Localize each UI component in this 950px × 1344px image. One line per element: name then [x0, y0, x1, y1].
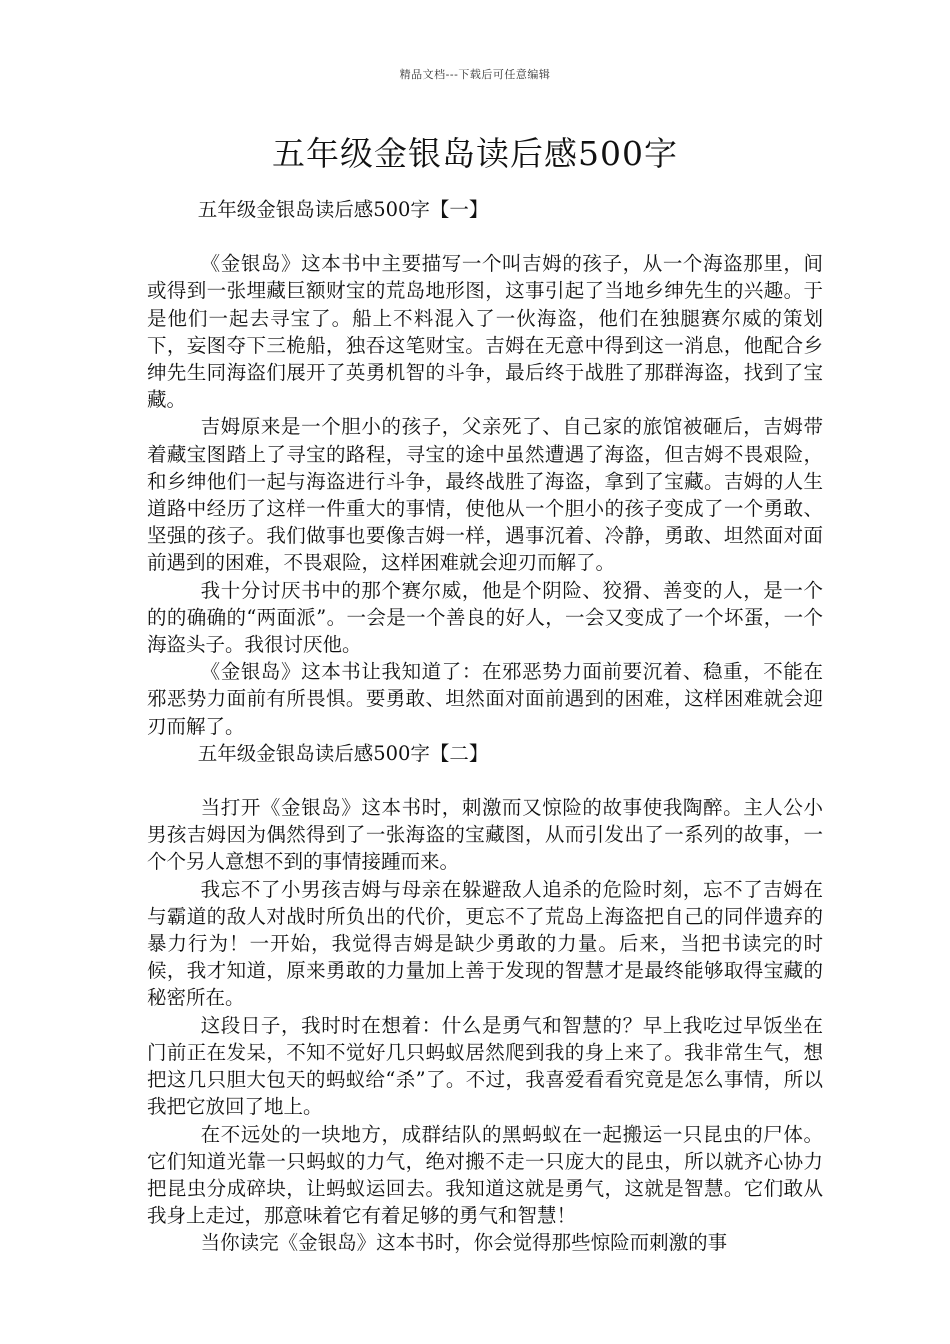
paragraph: 吉姆原来是一个胆小的孩子，父亲死了、自己家的旅馆被砸后，吉姆带着藏宝图踏上了寻宝的路程，寻宝的途中虽然遭遇了海盗，但吉姆不畏艰险，和乡绅他们一起与海盗进行斗争，最终战胜了海盗，拿到了宝藏。吉姆的人生道路中经历了这样一件重大的事情，使他从一个胆小的孩子变成了一个勇敢、坚强的孩子。我们做事也要像吉姆一样，遇事沉着、冷静，勇敢、坦然面对面前遇到的困难，不畏艰险，这样困难就会迎刃而解了。 [147, 415, 823, 575]
paragraph: 我十分讨厌书中的那个赛尔威，他是个阴险、狡猾、善变的人，是一个的的确确的“两面派”。一会是一个善良的好人，一会又变成了一个坏蛋，一个海盗头子。我很讨厌他。 [147, 578, 823, 657]
header-note: 精品文档---下载后可任意编辑 [399, 68, 551, 81]
document-body [147, 196, 823, 1257]
section-heading-1: 五年级金银岛读后感500字【一】 [197, 198, 489, 221]
paragraph: 当你读完《金银岛》这本书时，你会觉得那些惊险而刺激的事 [200, 1231, 728, 1255]
paragraph: 《金银岛》这本书中主要描写一个叫吉姆的孩子，从一个海盗那里，间或得到一张埋藏巨额财宝的荒岛地形图，这事引起了当地乡绅先生的兴趣。于是他们一起去寻宝了。船上不料混入了一伙海盗，他们在独腿赛尔威的策划下，妄图夺下三桅船，独吞这笔财宝。吉姆在无意中得到这一消息，他配合乡绅先生同海盗们展开了英勇机智的斗争，最后终于战胜了那群海盗，找到了宝藏。 [147, 252, 823, 412]
paragraph: 我忘不了小男孩吉姆与母亲在躲避敌人追杀的危险时刻，忘不了吉姆在与霸道的敌人对战时所负出的代价，更忘不了荒岛上海盗把自己的同伴遗弃的暴力行为！一开始，我觉得吉姆是缺少勇敢的力量。后来，当把书读完的时候，我才知道，原来勇敢的力量加上善于发现的智慧才是最终能够取得宝藏的秘密所在。 [147, 877, 823, 1010]
paragraph: 这段日子，我时时在想着：什么是勇气和智慧的？早上我吃过早饭坐在门前正在发呆，不知不觉好几只蚂蚁居然爬到我的身上来了。我非常生气，想把这几只胆大包天的蚂蚁给“杀”了。不过，我喜爱看看究竟是怎么事情，所以我把它放回了地上。 [147, 1013, 823, 1119]
paragraph: 《金银岛》这本书让我知道了：在邪恶势力面前要沉着、稳重，不能在邪恶势力面前有所畏惧。要勇敢、坦然面对面前遇到的困难，这样困难就会迎刃而解了。 [147, 660, 823, 738]
paragraph: 当打开《金银岛》这本书时，刺激而又惊险的故事使我陶醉。主人公小男孩吉姆因为偶然得到了一张海盗的宝藏图，从而引发出了一系列的故事，一个个另人意想不到的事情接踵而来。 [147, 796, 823, 874]
paragraph: 在不远处的一块地方，成群结队的黑蚂蚁在一起搬运一只昆虫的尸体。它们知道光靠一只蚂蚁的力气，绝对搬不走一只庞大的昆虫，所以就齐心协力把昆虫分成碎块，让蚂蚁运回去。我知道这就是勇气，这就是智慧。它们敢从我身上走过，那意味着它有着足够的勇气和智慧！ [147, 1122, 823, 1228]
section-heading-2: 五年级金银岛读后感500字【二】 [197, 741, 489, 765]
document-title: 五年级金银岛读后感500字 [272, 134, 678, 173]
